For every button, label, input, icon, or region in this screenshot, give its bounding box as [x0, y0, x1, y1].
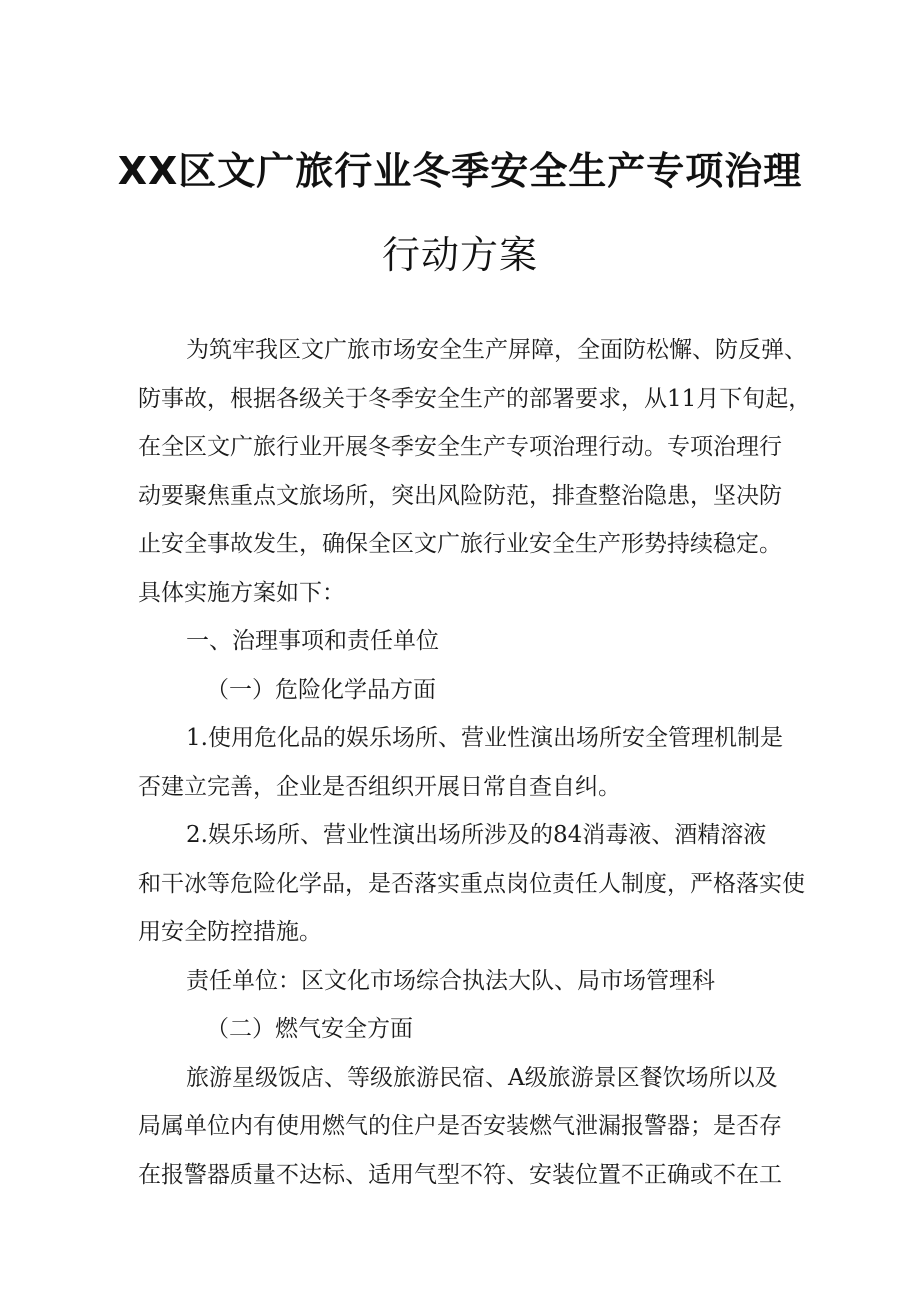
item-line: 用安全防控措施。 — [138, 919, 322, 945]
intro-line: 在全区文广旅行业开展冬季安全生产专项治理行动。专项治理行 — [138, 434, 782, 460]
subsection-heading: （二）燃气安全方面 — [206, 1016, 413, 1042]
item-line: 否建立完善，企业是否组织开展日常自查自纠。 — [138, 773, 621, 800]
responsible-units: 责任单位：区文化市场综合执法大队、局市场管理科 — [186, 967, 715, 994]
intro-line: 具体实施方案如下： — [138, 579, 345, 606]
subsection-heading: （一）危险化学品方面 — [206, 676, 436, 703]
intro-line: 为筑牢我区文广旅市场安全生产屏障，全面防松懈、防反弹、 — [186, 337, 807, 363]
paragraph-line: 旅游星级饭店、等级旅游民宿、A级旅游景区餐饮场所以及 — [186, 1064, 778, 1091]
section-heading: 一、治理事项和责任单位 — [186, 628, 439, 654]
document-title-line-2: 行动方案 — [381, 233, 538, 277]
item-line: 2.娱乐场所、营业性演出场所涉及的84消毒液、酒精溶液 — [186, 822, 767, 848]
intro-line: 止安全事故发生，确保全区文广旅行业安全生产形势持续稳定。 — [138, 531, 782, 557]
item-line: 和干冰等危险化学品，是否落实重点岗位责任人制度，严格落实使 — [138, 870, 805, 897]
document-title-line-1: XX区文广旅行业冬季安全生产专项治理 — [117, 149, 803, 193]
paragraph-line: 局属单位内有使用燃气的住户是否安装燃气泄漏报警器；是否存 — [138, 1113, 782, 1139]
paragraph-line: 在报警器质量不达标、适用气型不符、安装位置不正确或不在工 — [138, 1161, 782, 1188]
document-body — [138, 326, 812, 1199]
intro-line: 防事故，根据各级关于冬季安全生产的部署要求，从11月下旬起， — [138, 385, 812, 412]
intro-line: 动要聚焦重点文旅场所，突出风险防范，排查整治隐患，坚决防 — [138, 482, 782, 509]
item-line: 1.使用危化品的娱乐场所、营业性演出场所安全管理机制是 — [186, 725, 783, 751]
